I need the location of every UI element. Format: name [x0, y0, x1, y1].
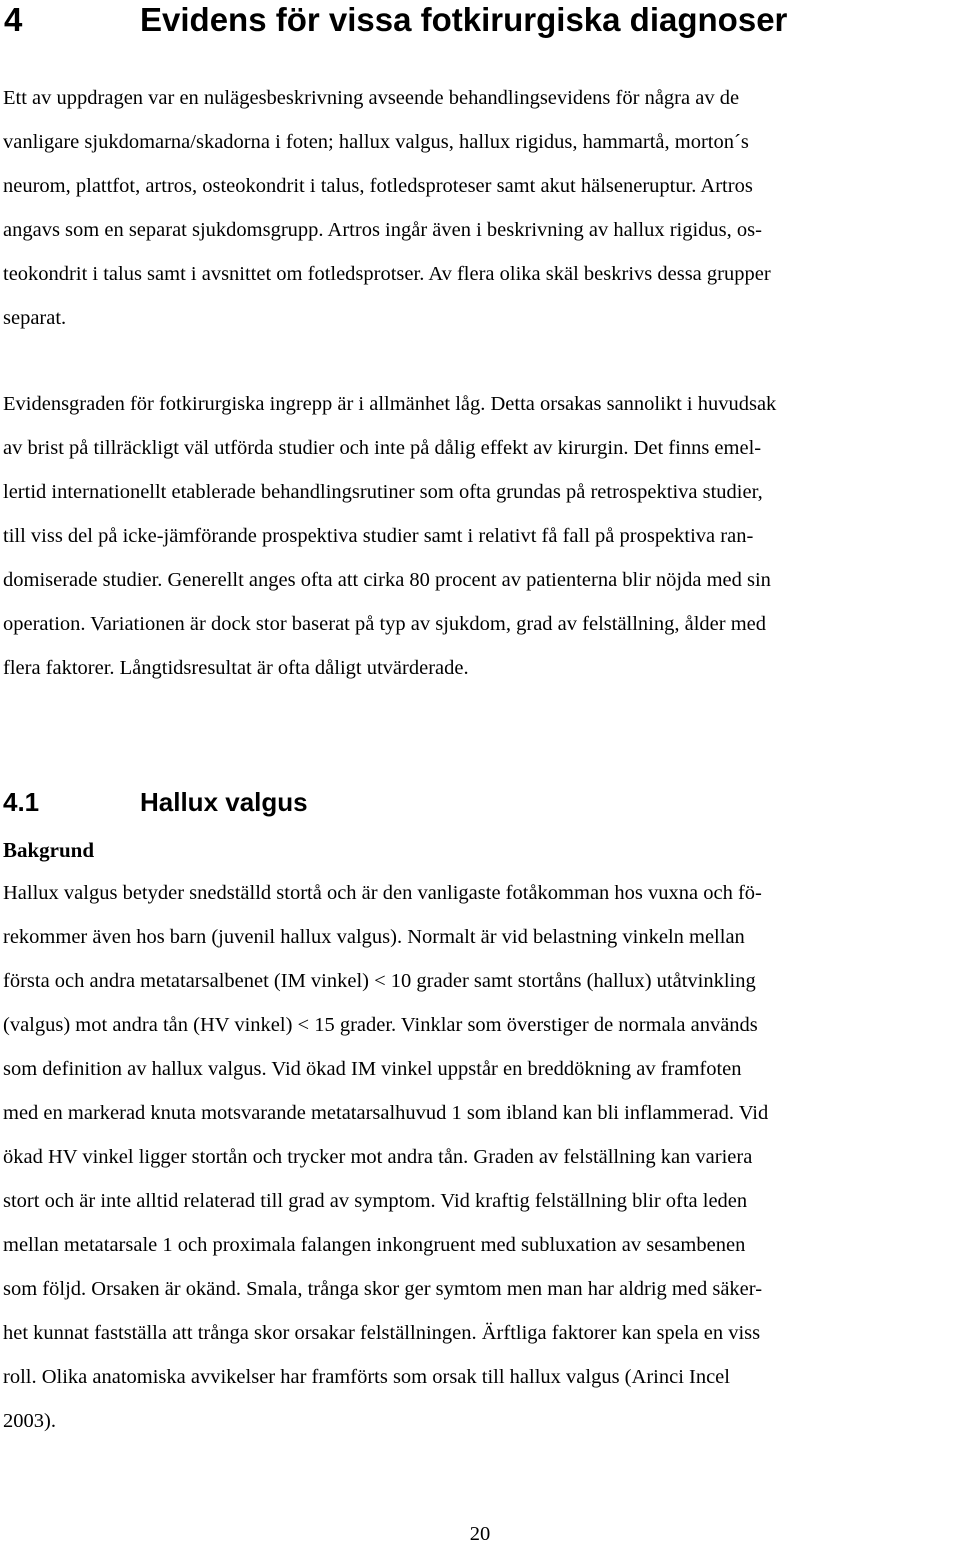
intro-paragraph	[3, 76, 958, 340]
text-line: av brist på tillräckligt väl utförda studier och inte på dålig effekt av kirurgin. Det finns emel-	[3, 437, 762, 459]
section-number: 4.1	[3, 787, 40, 817]
text-line: till viss del på icke-jämförande prospektiva studier samt i relativt få fall på prospektiva ran-	[3, 525, 754, 547]
text-line: stort och är inte alltid relaterad till grad av symptom. Vid kraftig felställning blir ofta leden	[3, 1190, 748, 1212]
text-line: som definition av hallux valgus. Vid ökad IM vinkel uppstår en breddökning av framfoten	[3, 1058, 742, 1080]
text-line: separat.	[3, 307, 67, 329]
text-line: het kunnat fastställa att trånga skor orsakar felställningen. Ärftliga faktorer kan spela en viss	[3, 1322, 761, 1344]
section-title: Hallux valgus	[140, 787, 308, 817]
subheading: Bakgrund	[3, 838, 95, 862]
text-line: med en markerad knuta motsvarande metatarsalhuvud 1 som ibland kan bli inflammerad. Vid	[3, 1102, 769, 1124]
evidence-paragraph	[3, 382, 958, 690]
text-line: flera faktorer. Långtidsresultat är ofta dåligt utvärderade.	[3, 657, 469, 679]
chapter-title: Evidens för vissa fotkirurgiska diagnoser	[140, 1, 788, 38]
text-line: ökad HV vinkel ligger stortån och trycker mot andra tån. Graden av felställning kan variera	[3, 1146, 753, 1168]
text-line: Ett av uppdragen var en nulägesbeskrivning avseende behandlingsevidens för några av de	[3, 87, 740, 109]
text-line: Hallux valgus betyder snedställd stortå och är den vanligaste fotåkomman hos vuxna och fö-	[3, 882, 762, 904]
text-line: 2003).	[3, 1410, 56, 1432]
text-line: lertid internationellt etablerade behandlingsrutiner som ofta grundas på retrospektiva studier,	[3, 481, 763, 503]
chapter-number: 4	[4, 1, 23, 38]
text-line: teokondrit i talus samt i avsnittet om fotledsprotser. Av flera olika skäl beskrivs dessa grupper	[3, 263, 771, 285]
chapter-heading	[4, 0, 954, 40]
text-line: roll. Olika anatomiska avvikelser har framförts som orsak till hallux valgus (Arinci Incel	[3, 1366, 730, 1388]
background-paragraph	[3, 871, 958, 1443]
text-line: (valgus) mot andra tån (HV vinkel) < 15 grader. Vinklar som överstiger de normala används	[3, 1014, 758, 1036]
text-line: domiserade studier. Generellt anges ofta att cirka 80 procent av patienterna blir nöjda med sin	[3, 569, 771, 591]
text-line: operation. Variationen är dock stor baserat på typ av sjukdom, grad av felställning, ålder med	[3, 613, 767, 635]
text-line: som följd. Orsaken är okänd. Smala, trånga skor ger symtom men man har aldrig med säker-	[3, 1278, 763, 1300]
text-line: första och andra metatarsalbenet (IM vinkel) < 10 grader samt stortåns (hallux) utåtvinkling	[3, 970, 756, 992]
text-line: rekommer även hos barn (juvenil hallux valgus). Normalt är vid belastning vinkeln mellan	[3, 926, 745, 948]
text-line: neurom, plattfot, artros, osteokondrit i talus, fotledsproteser samt akut hälseneruptur. Artros	[3, 175, 753, 197]
section-heading	[3, 782, 603, 822]
text-line: vanligare sjukdomarna/skadorna i foten; hallux valgus, hallux rigidus, hammartå, morton´s	[3, 131, 749, 153]
text-line: angavs som en separat sjukdomsgrupp. Artros ingår även i beskrivning av hallux rigidus, os-	[3, 219, 762, 241]
text-line: mellan metatarsale 1 och proximala falangen inkongruent med subluxation av sesambenen	[3, 1234, 746, 1256]
text-line: Evidensgraden för fotkirurgiska ingrepp är i allmänhet låg. Detta orsakas sannolikt i huvudsak	[3, 393, 777, 415]
page-number: 20	[469, 1523, 491, 1545]
